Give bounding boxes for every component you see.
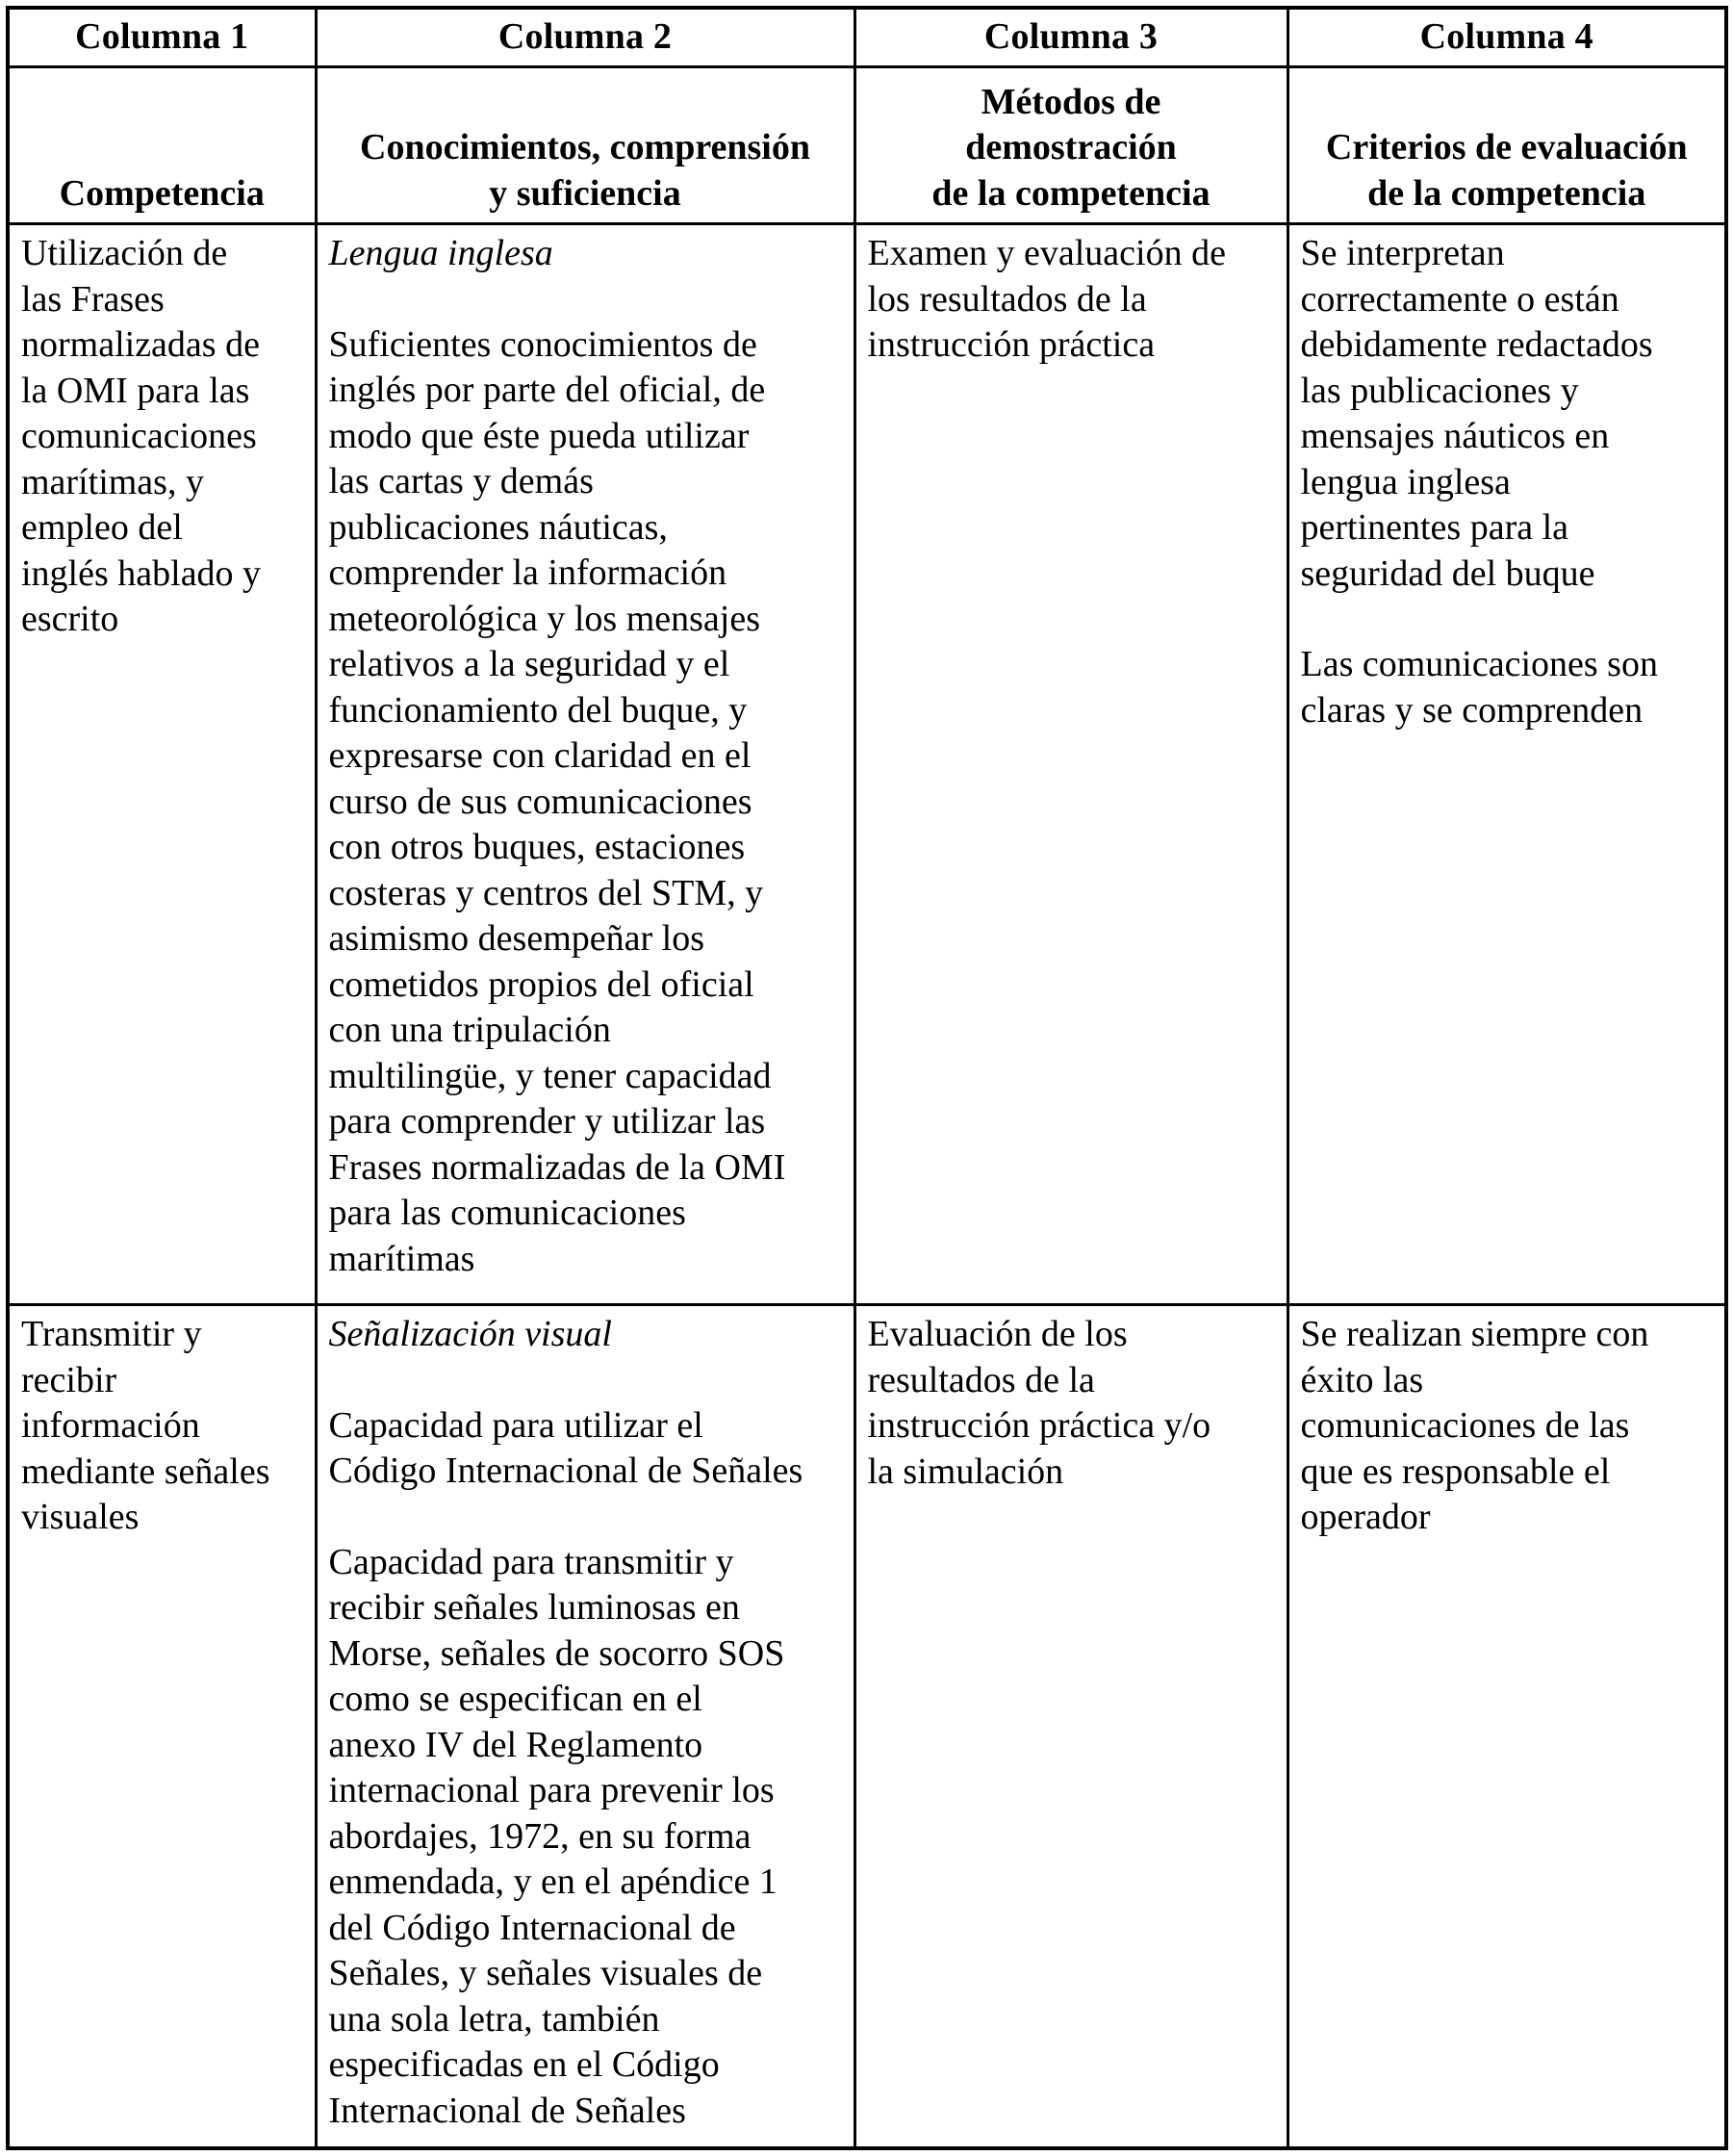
conocimientos-cell <box>316 1305 854 2149</box>
column-title-line: de la competencia <box>931 172 1211 214</box>
text-line: lengua inglesa <box>1300 461 1511 502</box>
text-line: comunicaciones de las <box>1300 1405 1630 1446</box>
text-line: instrucción práctica y/o <box>867 1405 1211 1446</box>
text-line: comprender la información <box>328 552 727 593</box>
paragraph <box>329 322 842 1283</box>
text-line: del Código Internacional de <box>328 1907 736 1948</box>
text-line: internacional para prevenir los <box>328 1770 775 1810</box>
column-title-criterios <box>1287 67 1726 224</box>
column-number-4: Columna 4 <box>1287 8 1726 67</box>
text-line: Evaluación de los <box>867 1314 1128 1354</box>
text-line: la OMI para las <box>21 370 250 411</box>
text-line: normalizadas de <box>21 324 260 365</box>
column-title-line: Métodos de <box>981 81 1161 122</box>
text-line: las publicaciones y <box>1300 370 1579 411</box>
text-line: resultados de la <box>867 1359 1095 1400</box>
column-title-line: y suficiencia <box>489 172 681 214</box>
column-title-metodos <box>854 67 1287 224</box>
text-line: funcionamiento del buque, y <box>328 689 748 731</box>
text-line: marítimas <box>328 1238 475 1279</box>
text-line: expresarse con claridad en el <box>328 735 752 776</box>
text-line: relativos a la seguridad y el <box>328 644 730 684</box>
text-line: información <box>21 1405 200 1446</box>
text-line: éxito las <box>1300 1359 1424 1400</box>
text-line: las cartas y demás <box>328 461 594 501</box>
text-line: Se realizan siempre con <box>1300 1314 1649 1354</box>
text-line: para comprender y utilizar las <box>328 1101 766 1142</box>
text-line: Capacidad para utilizar el <box>328 1404 703 1446</box>
column-title-line: Conocimientos, comprensión <box>360 127 810 167</box>
criteria-paragraphs <box>1301 1312 1714 1541</box>
text-line: comunicaciones <box>21 416 257 456</box>
column-title-row <box>8 67 1726 224</box>
column-title-line: demostración <box>965 127 1177 167</box>
text-line: con otros buques, estaciones <box>328 827 746 867</box>
text-line: como se especifican en el <box>328 1679 702 1719</box>
text-line: claras y se comprenden <box>1300 689 1644 731</box>
text-line: Señales, y señales visuales de <box>328 1953 763 1993</box>
criterios-cell <box>1287 224 1726 1305</box>
text-line: visuales <box>21 1497 140 1537</box>
text-line: Capacidad para transmitir y <box>328 1541 734 1582</box>
column-title-line: Criterios de evaluación <box>1325 127 1688 167</box>
text-line: Utilización de <box>21 233 228 273</box>
text-line: la simulación <box>867 1450 1064 1492</box>
text-line: operador <box>1300 1497 1431 1537</box>
text-line: debidamente redactados <box>1300 324 1653 365</box>
knowledge-area-title: Señalización visual <box>328 1314 612 1354</box>
paragraph-gap <box>329 1358 842 1403</box>
text-line: cometidos propios del oficial <box>328 963 754 1005</box>
column-number-row <box>8 8 1726 67</box>
column-number-1: Columna 1 <box>8 8 316 67</box>
paragraph <box>329 1540 842 2135</box>
text-line: Se interpretan <box>1300 233 1505 273</box>
text-line: marítimas, y <box>21 461 204 502</box>
criteria-paragraphs <box>1301 231 1714 733</box>
text-line: escrito <box>21 599 119 639</box>
text-line: curso de sus comunicaciones <box>328 781 752 822</box>
text-line: abordajes, 1972, en su forma <box>328 1815 752 1857</box>
text-line: Código Internacional de Señales <box>328 1450 803 1491</box>
knowledge-area-title: Lengua inglesa <box>328 233 553 273</box>
competencia-cell <box>8 1305 316 2149</box>
table-row <box>8 1305 1726 2149</box>
column-title-line: de la competencia <box>1367 172 1646 214</box>
text-line: inglés por parte del oficial, de <box>328 370 766 410</box>
text-line: meteorológica y los mensajes <box>328 598 760 639</box>
paragraph <box>329 1403 842 1495</box>
text-line: para las comunicaciones <box>328 1193 686 1233</box>
paragraph <box>1301 1312 1714 1541</box>
text-line: seguridad del buque <box>1300 552 1595 594</box>
text-line: instrucción práctica <box>867 324 1156 365</box>
text-line: pertinentes para la <box>1300 507 1569 548</box>
text-line: anexo IV del Reglamento <box>328 1724 703 1765</box>
metodos-cell <box>854 224 1287 1305</box>
table-row <box>8 224 1726 1305</box>
text-line: Las comunicaciones son <box>1300 644 1658 684</box>
text-line: empleo del <box>21 507 183 548</box>
text-line: recibir señales luminosas en <box>328 1587 740 1628</box>
text-line: Transmitir y <box>21 1314 202 1354</box>
text-line: Suficientes conocimientos de <box>328 323 757 365</box>
metodos-cell <box>854 1305 1287 2149</box>
text-line: costeras y centros del STM, y <box>328 872 764 913</box>
text-line: modo que éste pueda utilizar <box>328 415 750 456</box>
text-line: especificadas en el Código <box>328 2044 720 2085</box>
paragraph <box>1301 231 1714 597</box>
text-line: con una tripulación <box>328 1010 611 1050</box>
text-line: que es responsable el <box>1300 1450 1611 1492</box>
text-line: Morse, señales de socorro SOS <box>328 1632 785 1674</box>
column-title-competencia <box>8 67 316 224</box>
text-line: Internacional de Señales <box>328 2090 686 2131</box>
competence-table <box>6 6 1728 2150</box>
paragraph-gap <box>329 1495 842 1540</box>
text-line: correctamente o están <box>1300 278 1619 320</box>
knowledge-paragraphs <box>329 277 842 1283</box>
paragraph <box>1301 642 1714 733</box>
text-line: asimismo desempeñar los <box>328 918 704 959</box>
column-number-3: Columna 3 <box>854 8 1287 67</box>
text-line: enmendada, y en el apéndice 1 <box>328 1861 777 1902</box>
paragraph-gap <box>329 277 842 322</box>
conocimientos-cell <box>316 224 854 1305</box>
column-number-2: Columna 2 <box>316 8 854 67</box>
competencia-cell <box>8 224 316 1305</box>
text-line: Examen y evaluación de <box>867 233 1226 273</box>
text-line: publicaciones náuticas, <box>328 506 668 548</box>
text-line: mediante señales <box>21 1450 270 1492</box>
text-line: las Frases <box>21 278 165 320</box>
criterios-cell <box>1287 1305 1726 2149</box>
text-line: Frases normalizadas de la OMI <box>328 1146 786 1188</box>
text-line: multilingüe, y tener capacidad <box>328 1055 772 1096</box>
text-line: los resultados de la <box>867 278 1147 320</box>
paragraph-gap <box>1301 597 1714 642</box>
text-line: mensajes náuticos en <box>1300 416 1610 456</box>
column-title-line: Competencia <box>59 172 265 214</box>
text-line: una sola letra, también <box>328 1998 660 2040</box>
column-title-conocimientos <box>316 67 854 224</box>
text-line: inglés hablado y <box>21 552 262 594</box>
knowledge-paragraphs <box>329 1358 842 2135</box>
text-line: recibir <box>21 1359 117 1400</box>
